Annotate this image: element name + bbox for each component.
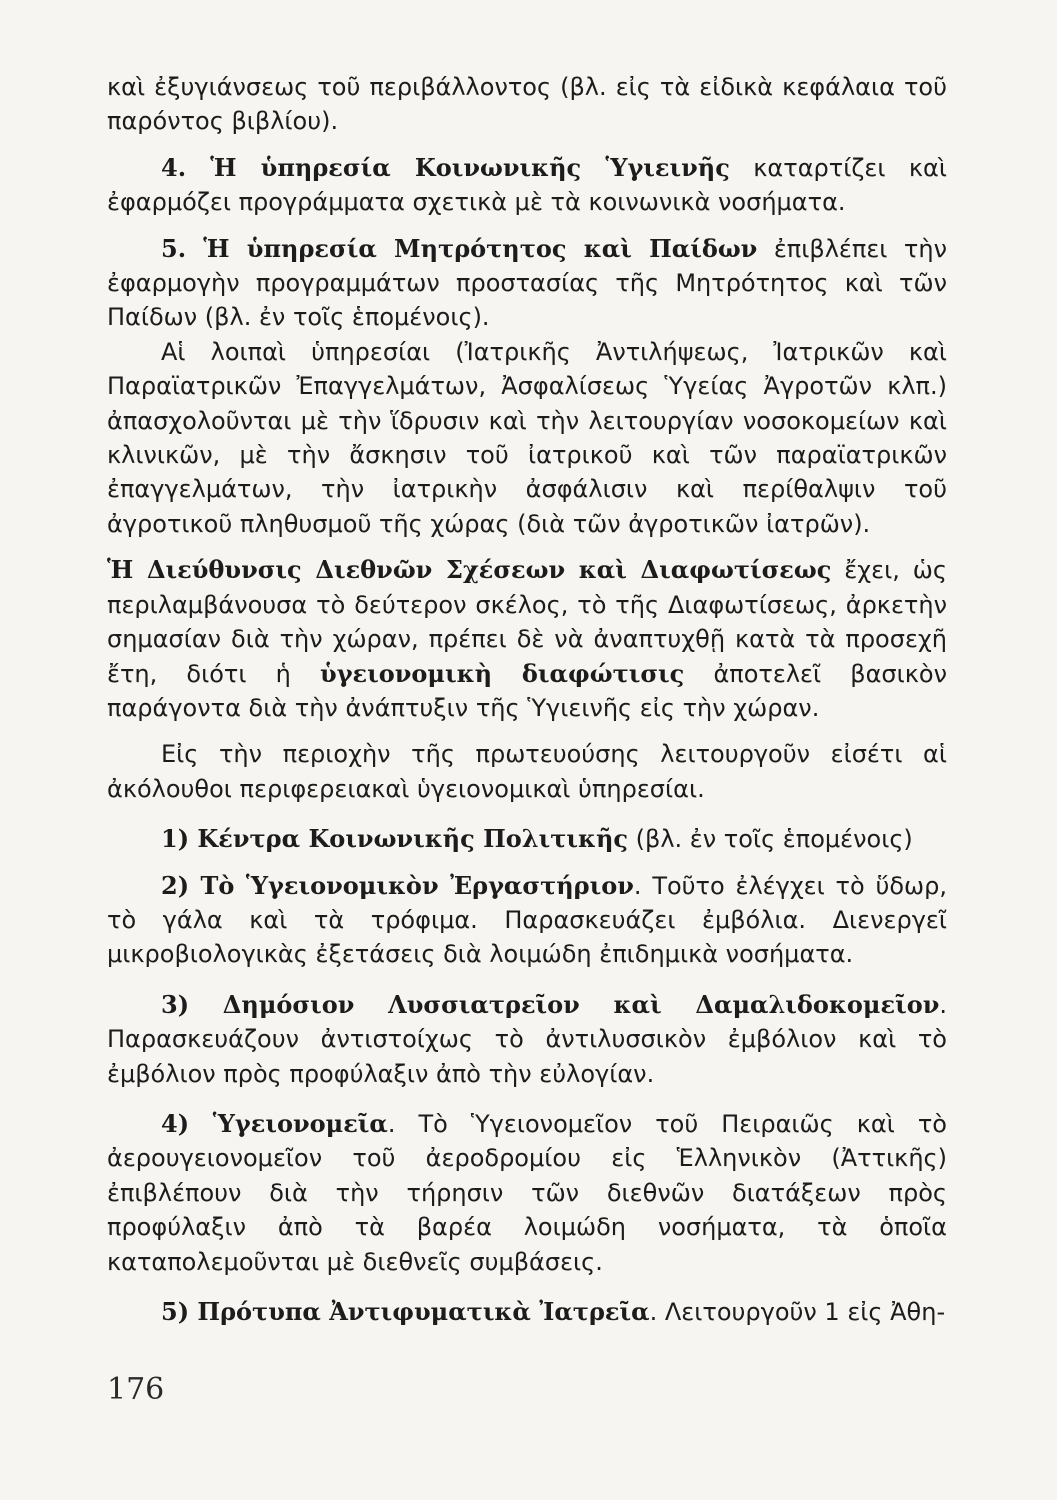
list-item-text: . Παρασκευάζουν ἀντιστοίχως τὸ ἀντιλυσσικὸν ἐμβόλιον καὶ τὸ ἐμβόλιον πρὸς προφύλαξιν ἀπὸ τὴν εὐλογίαν. bbox=[107, 990, 947, 1088]
paragraph-maternity bbox=[107, 232, 947, 335]
list-item bbox=[107, 1107, 947, 1279]
heading-maternity: 5. Ἡ ὑπηρεσία Μητρότητος καὶ Παίδων bbox=[161, 233, 758, 263]
body-text bbox=[107, 70, 947, 1329]
paragraph-text: ἀποτελεῖ βασικὸν παράγοντα διὰ τὴν ἀνάπτυξιν τῆς Ὑγιεινῆς εἰς τὴν χώραν. bbox=[107, 659, 947, 722]
paragraph-continuation: καὶ ἐξυγιάνσεως τοῦ περιβάλλοντος (βλ. εἰς τὰ εἰδικὰ κεφάλαια τοῦ παρόντος βιβλίου). bbox=[107, 73, 947, 136]
paragraph-international-relations bbox=[107, 553, 947, 725]
list-item-title: 4) Ὑγειονομεῖα bbox=[161, 1108, 388, 1138]
list-item bbox=[107, 1295, 947, 1329]
paragraph-other-services: Αἱ λοιπαὶ ὑπηρεσίαι (Ἰατρικῆς Ἀντιλήψεως, Ἰατρικῶν καὶ Παραϊατρικῶν Ἐπαγγελμάτων, Ἀσφαλίσεως Ὑγείας Ἀγροτῶν κλπ.) ἀπασχολοῦνται μὲ τὴν ἵδρυσιν καὶ τὴν λειτουργίαν νοσοκομείων καὶ κλινικῶν, μὲ τὴν ἄσκησιν τοῦ ἰατρικοῦ καὶ τῶν παραϊατρικῶν ἐπαγγελμάτων, τὴν ἰατρικὴν ἀσφάλισιν καὶ περίθαλψιν τοῦ ἀγροτικοῦ πληθυσμοῦ τῆς χώρας (διὰ τῶν ἀγροτικῶν ἰατρῶν). bbox=[107, 337, 947, 538]
list-item-title: 5) Πρότυπα Ἀντιφυματικὰ Ἰατρεῖα bbox=[161, 1297, 650, 1326]
list-item bbox=[107, 822, 947, 856]
heading-international-relations: Ἡ Διεύθυνσις Διεθνῶν Σχέσεων καὶ Διαφωτίσεως bbox=[107, 555, 832, 585]
list-item-text: . Τὸ Ὑγειονομεῖον τοῦ Πειραιῶς καὶ τὸ ἀερουγειονομεῖον τοῦ ἀεροδρομίου εἰς Ἑλληνικὸν (Ἀττικῆς) ἐπιβλέπουν διὰ τὴν τήρησιν τῶν διεθνῶν διατάξεων πρὸς προφύλαξιν ἀπὸ τὰ βαρέα λοιμώδη νοσήματα, τὰ ὁποῖα καταπολεμοῦνται μὲ διεθνεῖς συμβάσεις. bbox=[107, 1109, 947, 1276]
paragraph-regional-services: Εἰς τὴν περιοχὴν τῆς πρωτευούσης λειτουργοῦν εἰσέτι αἱ ἀκόλουθοι περιφερειακαὶ ὑγειονομικαὶ ὑπηρεσίαι. bbox=[107, 740, 947, 803]
list-item-text: . Τοῦτο ἐλέγχει τὸ ὕδωρ, τὸ γάλα καὶ τὰ τρόφιμα. Παρασκευάζει ἐμβόλια. Διενεργεῖ μικροβιολογικὰς ἐξετάσεις διὰ λοιμώδη ἐπιδημικὰ νοσήματα. bbox=[107, 871, 947, 969]
emphasis-health-education: ὑγειονομικὴ διαφώτισις bbox=[320, 658, 685, 688]
list-item bbox=[107, 988, 947, 1091]
list-item-title: 3) Δημόσιον Λυσσιατρεῖον καὶ Δαμαλιδοκομεῖον bbox=[161, 989, 940, 1019]
list-item-text: (βλ. ἐν τοῖς ἑπομένοις) bbox=[628, 825, 913, 854]
paragraph-text: ἐπιβλέπει τὴν ἐφαρμογὴν προγραμμάτων προστασίας τῆς Μητρότητος καὶ τῶν Παίδων (βλ. ἐν τοῖς ἑπομένοις). bbox=[107, 234, 947, 332]
list-item-title: 1) Κέντρα Κοινωνικῆς Πολιτικῆς bbox=[161, 824, 629, 854]
list-item-title: 2) Τὸ Ὑγειονομικὸν Ἐργαστήριον bbox=[161, 870, 634, 900]
paragraph-text: καταρτίζει καὶ ἐφαρμόζει προγράμματα σχετικὰ μὲ τὰ κοινωνικὰ νοσήματα. bbox=[107, 153, 947, 217]
page-number: 176 bbox=[107, 1372, 165, 1407]
list-item bbox=[107, 869, 947, 972]
heading-social-hygiene: 4. Ἡ ὑπηρεσία Κοινωνικῆς Ὑγιεινῆς bbox=[161, 152, 730, 182]
paragraph-social-hygiene bbox=[107, 151, 947, 220]
list-item-text: . Λειτουργοῦν 1 εἰς Ἀθη- bbox=[649, 1298, 946, 1326]
paragraph-text: ἔχει, ὡς περιλαμβάνουσα τὸ δεύτερον σκέλος, τὸ τῆς Διαφωτίσεως, ἀρκετὴν σημασίαν διὰ τὴν χώραν, πρέπει δὲ νὰ ἀναπτυχθῇ κατὰ τὰ προσεχῆ ἔτη, διότι ἡ bbox=[107, 556, 947, 688]
